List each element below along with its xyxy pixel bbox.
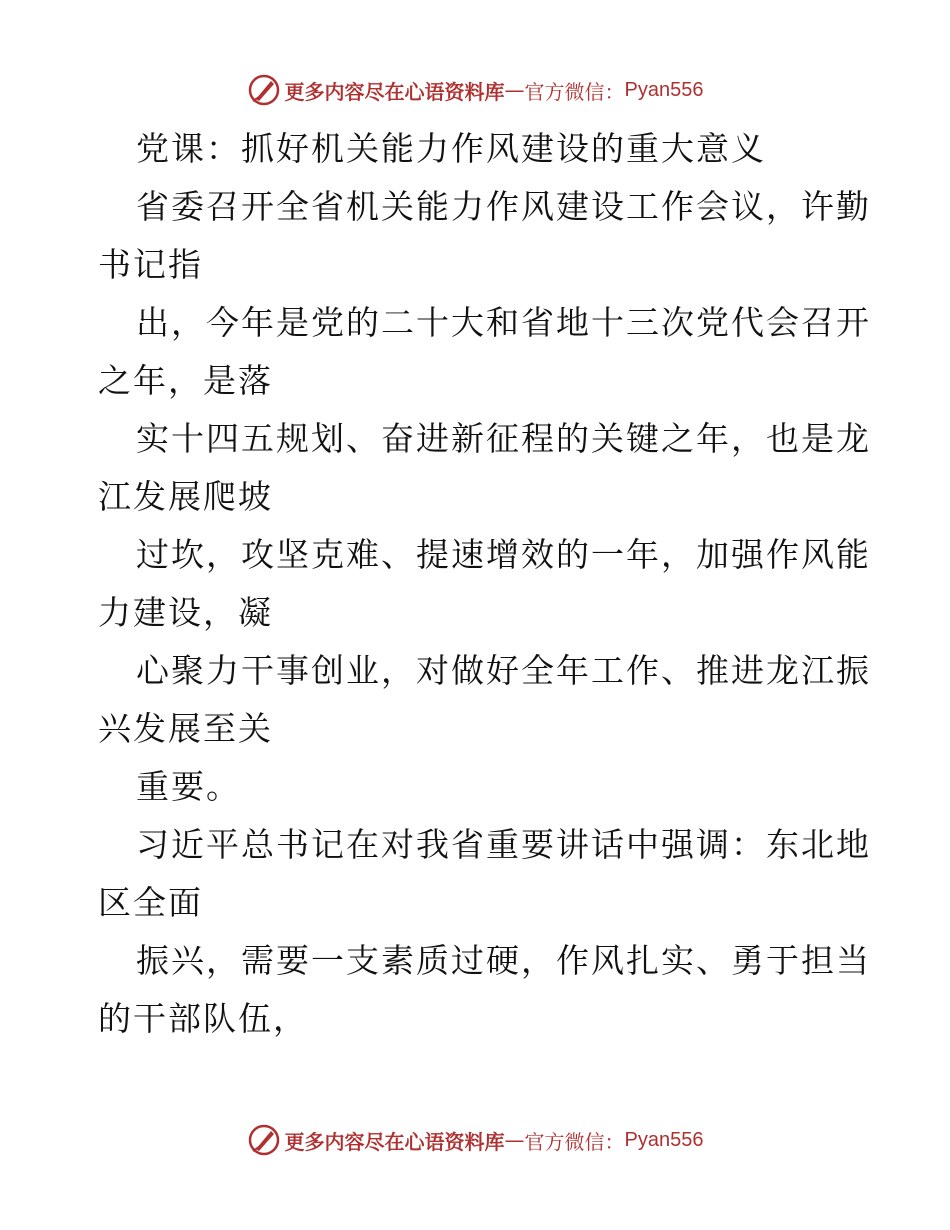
text-line: 省委召开全省机关能力作风建设工作会议，许勤 [136, 187, 871, 226]
text-line: 习近平总书记在对我省重要讲话中强调：东北地 [136, 825, 871, 864]
watermark-sub-text: 官方微信： [524, 1129, 625, 1154]
text-line: 江发展爬坡 [98, 477, 273, 516]
text-line: 出，今年是党的二十大和省地十三次党代会召开 [136, 303, 871, 342]
watermark-id: Pyan556 [624, 78, 704, 101]
text-line: 区全面 [98, 883, 203, 922]
watermark-main-text: 更多内容尽在心语资料库 [284, 79, 505, 104]
watermark-sub-text: 官方微信： [524, 79, 625, 104]
text-line: 书记指 [98, 245, 203, 284]
footer-watermark [0, 1120, 950, 1160]
watermark-dash: — [504, 78, 525, 102]
watermark-main-text: 更多内容尽在心语资料库 [284, 1129, 505, 1154]
text-line: 兴发展至关 [98, 709, 273, 748]
text-line: 之年，是落 [98, 361, 273, 400]
text-line: 过坎，攻坚克难、提速增效的一年，加强作风能 [136, 535, 871, 574]
document-body [98, 120, 871, 1048]
text-line: 党课：抓好机关能力作风建设的重大意义 [136, 129, 766, 168]
text-line: 心聚力干事创业，对做好全年工作、推进龙江振 [136, 651, 871, 690]
text-line: 的干部队伍， [98, 999, 308, 1038]
text-line: 力建设，凝 [98, 593, 273, 632]
header-watermark [0, 70, 950, 110]
quill-logo-icon [247, 73, 281, 107]
watermark-dash: — [504, 1128, 525, 1152]
text-line: 实十四五规划、奋进新征程的关键之年，也是龙 [136, 419, 871, 458]
watermark-id: Pyan556 [624, 1128, 704, 1151]
text-line: 振兴，需要一支素质过硬，作风扎实、勇于担当 [136, 941, 871, 980]
quill-logo-icon [247, 1123, 281, 1157]
text-line: 重要。 [136, 767, 241, 806]
